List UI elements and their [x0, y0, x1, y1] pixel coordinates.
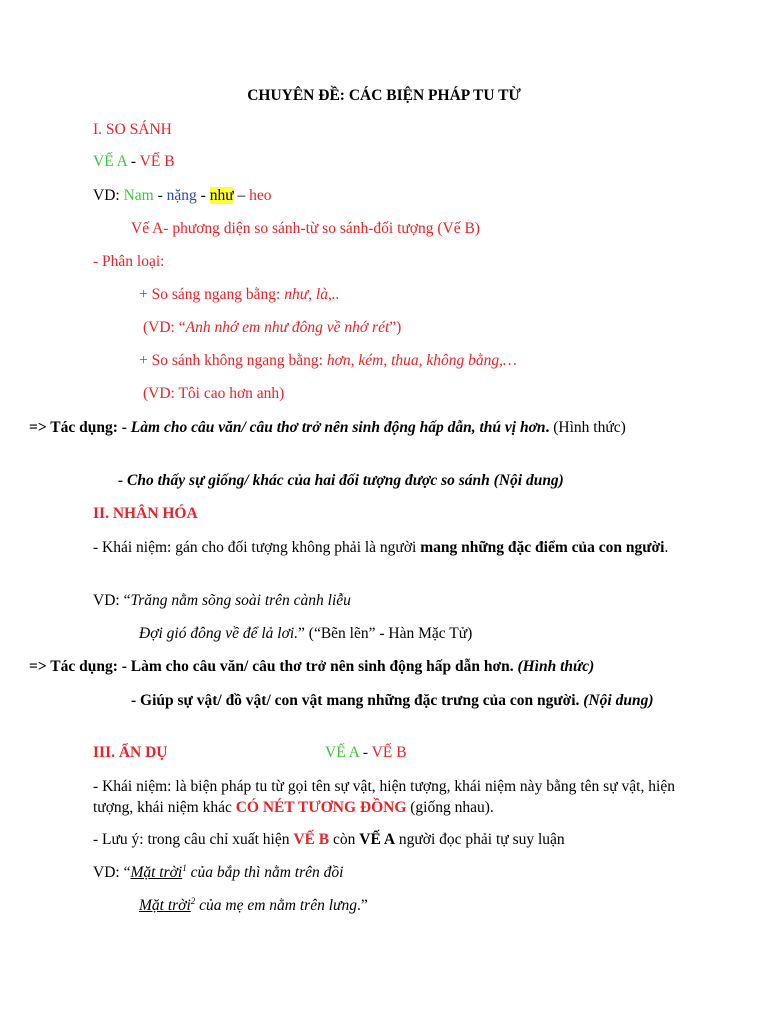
section-2-example-line-1 [93, 591, 351, 611]
effect-dot: . [545, 419, 554, 436]
example-nang: nặng [166, 187, 197, 204]
example-poem-line-1: Trăng nằm sõng soài trên cành liễu [130, 592, 351, 609]
example-source: ” (“Bẽn lẽn” - Hàn Mặc Tử) [298, 625, 473, 642]
section-3-concept [93, 776, 675, 818]
ve-a-label: VẾ A [93, 153, 128, 170]
type-1-example [143, 318, 401, 338]
section-1-effect [29, 417, 675, 438]
effect-2-italic-bold: (Nội dung) [583, 692, 654, 709]
example-nhu-highlight: như [209, 187, 234, 204]
example-poem-line-2: của mẹ em nằm trên lưng [195, 897, 357, 914]
note-text: - Lưu ý: trong câu chỉ xuất hiện [93, 831, 294, 848]
example-close: .” [356, 897, 368, 914]
section-3-heading: III. ẨN DỤ [93, 744, 168, 761]
section-1-effect-2: - Cho thấy sự giống/ khác của hai đối tượng được so sánh (Nội dung) [118, 472, 564, 489]
section-1-formula [93, 152, 175, 172]
ve-a-label: VẾ A [325, 744, 360, 761]
example-heo: heo [249, 187, 272, 204]
note-mid: còn [329, 831, 360, 848]
formula-separator: - [127, 153, 140, 170]
type-2-example: (VD: Tôi cao hơn anh) [143, 385, 285, 402]
type-2-text: + So sánh không ngang bằng: [139, 352, 327, 369]
note-ve-a: VẾ A [359, 831, 396, 848]
page-title: CHUYÊN ĐỀ: CÁC BIỆN PHÁP TU TỪ [247, 87, 521, 104]
effect-prefix: => Tác dụng: - [29, 419, 131, 436]
type-1-example-italic: Anh nhớ em như đông về nhớ rét [185, 319, 390, 336]
example-nam: Nam [123, 187, 154, 204]
example-poem-line-1: của bắp thì nằm trên đồi [186, 864, 344, 881]
ve-b-label: VẾ B [139, 153, 175, 170]
example-dash: - [153, 187, 167, 204]
formula-separator: - [359, 744, 372, 761]
effect-italic-bold: Làm cho câu văn/ câu thơ trở nên sinh động hấp dẫn, thú vị hơn [130, 419, 546, 436]
type-2-italic: hơn, kém, thua, không bằng,… [326, 352, 517, 369]
concept-text: - Khái niệm: gán cho đối tượng không phải là người [93, 539, 421, 556]
section-2-effect [29, 657, 594, 677]
section-2-heading: II. NHÂN HÓA [93, 505, 198, 522]
ve-b-label: VẾ B [371, 744, 407, 761]
example-underlined-term: Mặt trời [130, 864, 183, 881]
example-superscript: 2 [190, 896, 196, 906]
concept-text: - Khái niệm: là biện pháp tu từ gọi tên sự vật, hiện tượng, khái niệm này bằng tên sự vật, hiện tượng, khái niệm khác [93, 778, 675, 816]
note-tail: người đọc phải tự suy luận [395, 831, 565, 848]
section-2-concept [93, 537, 675, 558]
effect-2-bold: - Giúp sự vật/ đồ vật/ con vật mang những đặc trưng của con người. [131, 692, 584, 709]
section-1-example [93, 186, 272, 206]
example-dash: - [196, 187, 210, 204]
example-poem-line-2: Đợi gió đông về để lả lơi. [139, 625, 299, 642]
example-prefix: VD: “ [93, 592, 131, 609]
example-underlined-term: Mặt trời [139, 897, 191, 914]
note-ve-b: VẾ B [293, 831, 330, 848]
concept-end: . [664, 539, 669, 556]
example-dash: – [233, 187, 250, 204]
type-1-italic: như, là,.. [284, 286, 340, 303]
type-1-example-close: ”) [389, 319, 402, 336]
section-2-example-line-2 [139, 624, 472, 644]
effect-tail: (Hình thức) [553, 419, 626, 436]
effect-italic-bold: (Hình thức) [517, 658, 595, 675]
type-1-example-open: (VD: “ [143, 319, 186, 336]
concept-bold-red: CÓ NÉT TƯƠNG ĐỒNG [235, 799, 407, 816]
type-2-line [139, 351, 517, 371]
example-superscript: 1 [182, 863, 187, 873]
type-1-line [139, 285, 340, 305]
concept-tail: (giống nhau). [406, 799, 494, 816]
section-3-formula [325, 743, 407, 763]
classify-label: - Phân loại: [93, 253, 165, 270]
concept-bold: mang những đặc điểm của con người [420, 539, 665, 556]
section-2-effect-2 [93, 690, 675, 711]
type-1-text: + So sáng ngang bằng: [139, 286, 285, 303]
effect-bold: => Tác dụng: - Làm cho câu văn/ câu thơ trở nên sinh động hấp dẫn hơn. [29, 658, 518, 675]
section-1-heading: I. SO SÁNH [93, 121, 172, 138]
section-3-note [93, 830, 565, 850]
section-3-example-line-1 [93, 863, 343, 883]
section-1-structure: Vế A- phương diện so sánh-từ so sánh-đối tượng (Vế B) [131, 220, 480, 237]
example-prefix: VD: [93, 187, 124, 204]
example-prefix: VD: “ [93, 864, 131, 881]
section-3-example-line-2 [139, 896, 368, 916]
